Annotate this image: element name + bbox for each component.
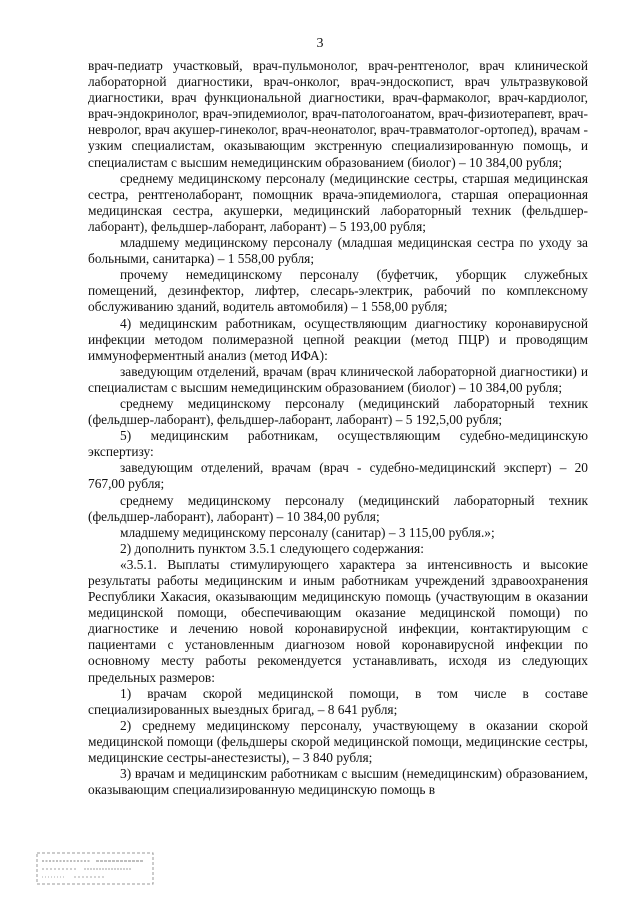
registration-stamp bbox=[36, 852, 156, 886]
paragraph: врач-педиатр участковый, врач-пульмонолог, врач-рентгенолог, врач клинической лабораторной диагностики, врач-онколог, врач-эндоскопист, врач ультразвуковой диагностики, врач функциональной диагностики, врач-фармаколог, врач-кардиолог, врач-эндокринолог, врач-эпидемиолог, врач-патологоанатом, врач-физиотерапевт, врач-невролог, врач акушер-гинеколог, врач-неонатолог, врач-травматолог-ортопед), врачам - узким специалистам, оказывающим экстренную специализированную помощь, и специалистам с высшим немедицинским образованием (биолог) – 10 384,00 рубля; bbox=[88, 58, 588, 170]
page-number: 3 bbox=[316, 36, 324, 51]
paragraph: заведующим отделений, врачам (врач - судебно-медицинский эксперт) – 20 767,00 рубля; bbox=[88, 460, 588, 492]
paragraph: младшему медицинскому персоналу (младшая медицинская сестра по уходу за больными, санитарка) – 1 558,00 рубля; bbox=[88, 235, 588, 267]
paragraph: среднему медицинскому персоналу (медицинские сестры, старшая медицинская сестра, рентгенолаборант, помощник врача-эпидемиолога, старшая операционная медицинская сестра, акушерки, медицинский лабораторный техник (фельдшер-лаборант), фельдшер-лаборант, лаборант) – 5 193,00 рубля; bbox=[88, 170, 588, 234]
paragraph: 3) врачам и медицинским работникам с высшим (немедицинским) образованием, оказывающим специализированную медицинскую помощь в bbox=[88, 766, 588, 798]
paragraph: среднему медицинскому персоналу (медицинский лабораторный техник (фельдшер-лаборант), фельдшер-лаборант, лаборант) – 5 192,5,00 рубля; bbox=[88, 395, 588, 428]
paragraph: «3.5.1. Выплаты стимулирующего характера за интенсивность и высокие результаты работы медицинским и иным работникам учреждений здравоохранения Республики Хакасия, оказывающим медицинскую помощь (участвующим в оказании медицинской помощи, обеспечивающим оказание медицинской помощи) по диагностике и лечению новой коронавирусной инфекции, контактирующим с пациентами с установленным диагнозом новой коронавирусной инфекции по основному месту работы рекомендуется устанавливать, исходя из следующих предельных размеров: bbox=[88, 556, 588, 685]
paragraph: 2) дополнить пунктом 3.5.1 следующего содержания: bbox=[120, 540, 424, 556]
paragraph: 2) среднему медицинскому персоналу, участвующему в оказании скорой медицинской помощи (фельдшеры скорой медицинской помощи, медицинские сестры, медицинские сестры-анестезисты), – 3 840 рубля; bbox=[88, 717, 588, 766]
paragraph: прочему немедицинскому персоналу (буфетчик, уборщик служебных помещений, дезинфектор, лифтер, слесарь-электрик, рабочий по комплексному обслуживанию зданий, водитель автомобиля) – 1 558,00 рубля; bbox=[88, 267, 588, 315]
paragraph: младшему медицинскому персоналу (санитар) – 3 115,00 рубля.»; bbox=[120, 524, 495, 540]
paragraph: 1) врачам скорой медицинской помощи, в том числе в составе специализированных выездных бригад, – 8 641 рубля; bbox=[88, 685, 588, 717]
paragraph: среднему медицинскому персоналу (медицинский лабораторный техник (фельдшер-лаборант), лаборант) – 10 384,00 рубля; bbox=[88, 492, 588, 524]
document-body bbox=[88, 58, 588, 798]
paragraph: 4) медицинским работникам, осуществляющим диагностику коронавирусной инфекции методом полимеразной цепной реакции (метод ПЦР) и проводящим иммуноферментный анализ (метод ИФА): bbox=[88, 315, 588, 363]
paragraph: 5) медицинским работникам, осуществляющим судебно-медицинскую экспертизу: bbox=[88, 428, 588, 460]
paragraph: заведующим отделений, врачам (врач клинической лабораторной диагностики) и специалистам с высшим немедицинским образованием (биолог) – 10 384,00 рубля; bbox=[88, 363, 588, 395]
